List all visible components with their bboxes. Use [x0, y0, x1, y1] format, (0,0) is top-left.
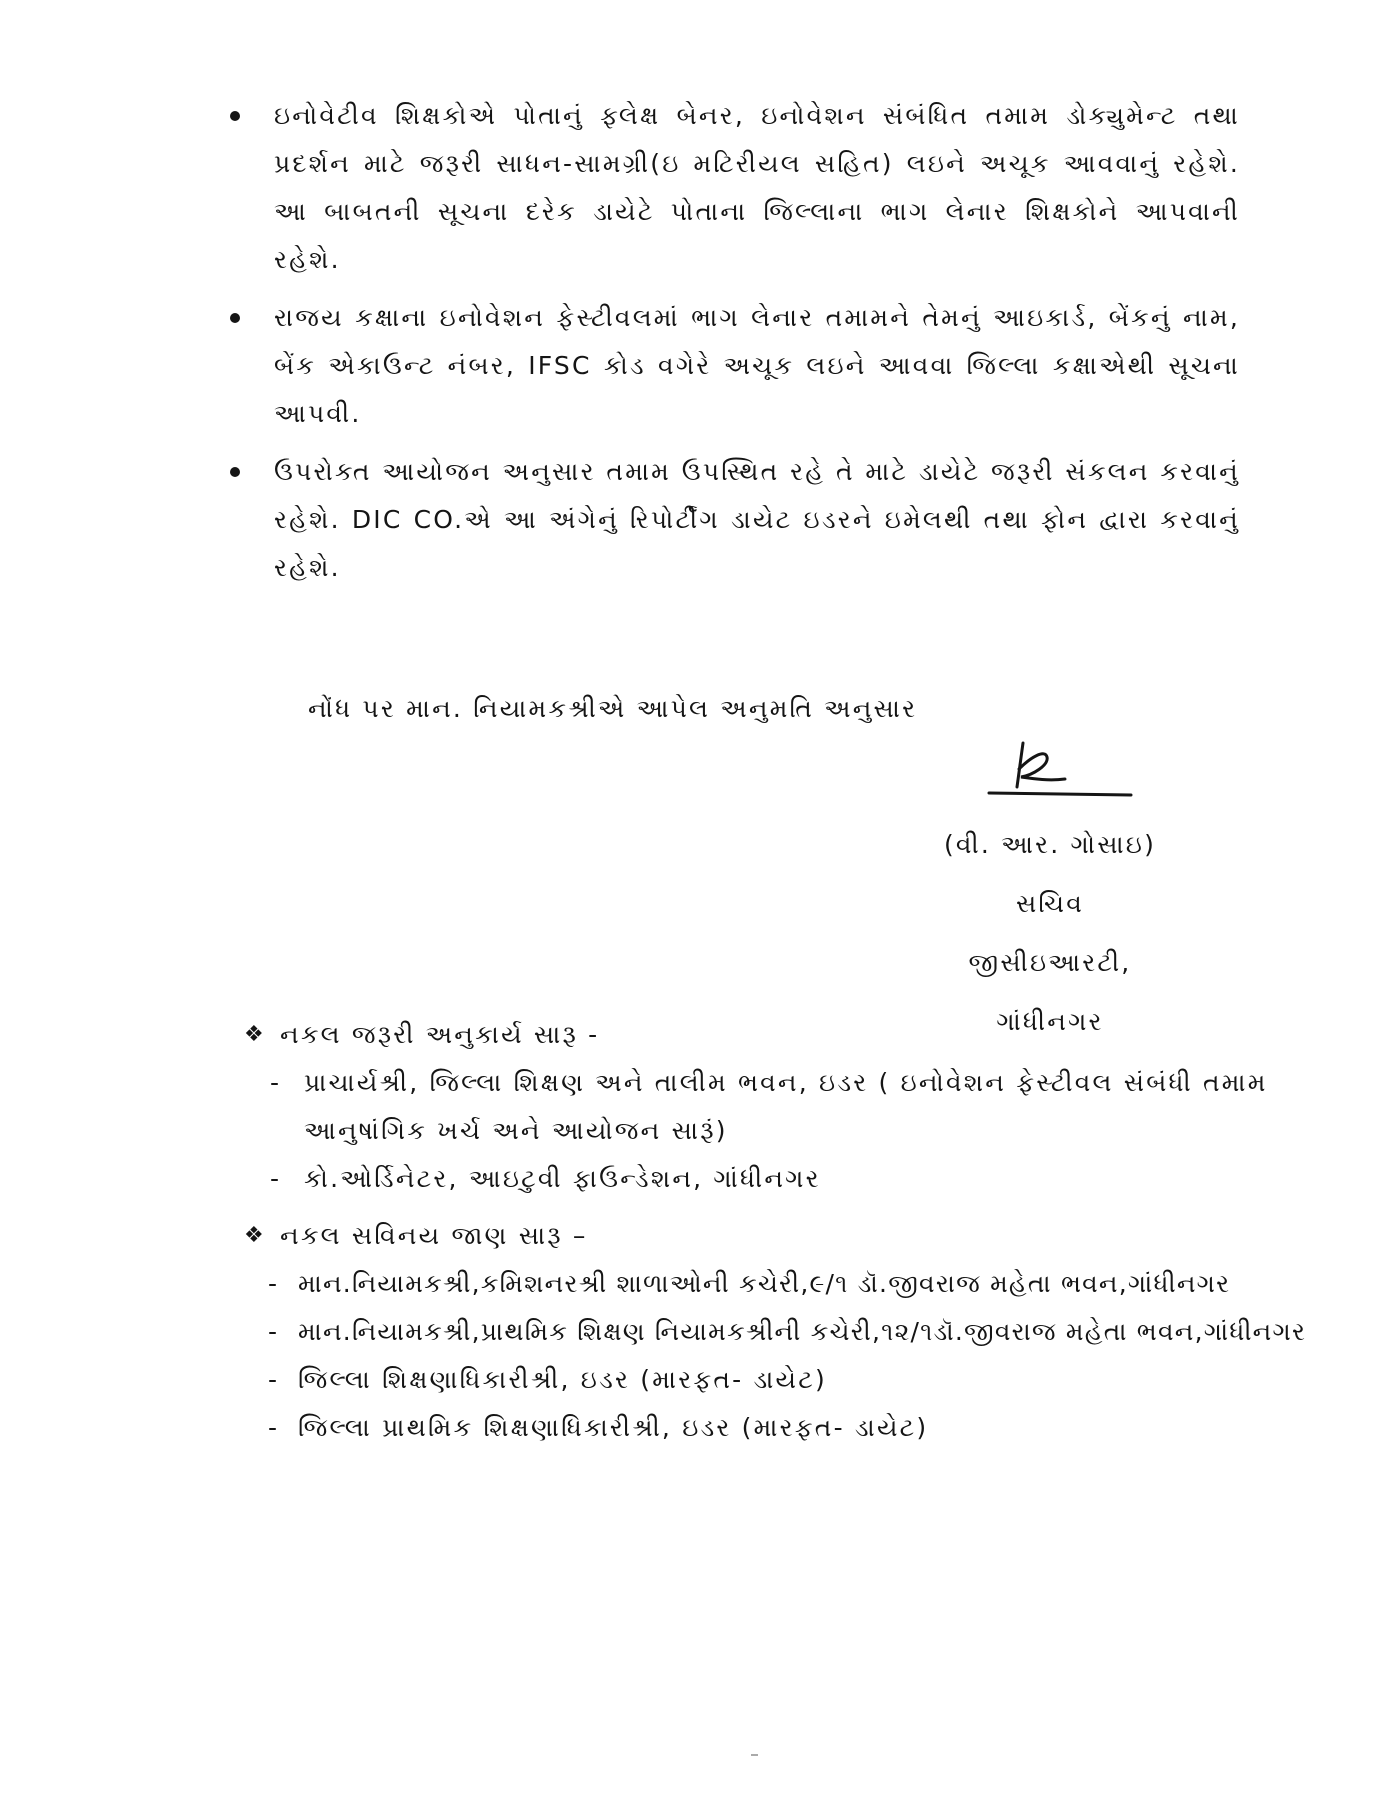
copy-necessary-section	[244, 1011, 1374, 1203]
list-item	[244, 1356, 1374, 1404]
signature	[975, 735, 1135, 805]
diamond-bullet-icon: ❖	[244, 1223, 266, 1248]
list-item	[244, 1059, 1374, 1155]
list-item-text: કો.ઓર્ડિનેટર, આઇટુવી ફાઉન્ડેશન, ગાંધીનગર	[304, 1164, 821, 1193]
dash-bullet-icon: -	[268, 1269, 279, 1298]
instruction-item	[228, 294, 1240, 438]
instruction-item	[228, 92, 1240, 284]
list-item-text: જિલ્લા પ્રાથમિક શિક્ષણાધિકારીશ્રી, ઇડર (મારફત- ડાયેટ)	[298, 1413, 929, 1442]
dash-bullet-icon: -	[268, 1317, 279, 1346]
bullet-icon	[230, 467, 240, 477]
bullet-icon	[230, 111, 240, 121]
list-item-text: માન.નિયામકશ્રી,કમિશનરશ્રી શાળાઓની કચેરી,૯/૧ ડૉ.જીવરાજ મહેતા ભવન,ગાંધીનગર	[298, 1269, 1231, 1298]
instruction-text: ઇનોવેટીવ શિક્ષકોએ પોતાનું ફ્લેક્ષ બેનર, ઇનોવેશન સંબંધિત તમામ ડોક્યુમેન્ટ તથા પ્રદર્શન માટે જરૂરી સાધન-સામગ્રી(ઇ મટિરીયલ સહિત) લઇને અચૂક આવવાનું રહેશે. આ બાબતની સૂચના દરેક ડાયેટે પોતાના જિલ્લાના ભાગ લેનાર શિક્ષકોને આપવાની રહેશે.	[274, 101, 1240, 274]
list-item	[244, 1260, 1374, 1308]
dash-bullet-icon: -	[270, 1068, 282, 1097]
list-item	[244, 1308, 1374, 1356]
signatory-city: ગાંધીનગર	[996, 1007, 1104, 1036]
signatory-designation: સચિવ	[1015, 889, 1085, 918]
page-mark	[751, 1754, 758, 1756]
signatory-name: (વી. આર. ગોસાઇ)	[943, 830, 1157, 859]
instruction-text: ઉપરોક્ત આયોજન અનુસાર તમામ ઉપસ્થિત રહે તે માટે ડાયેટે જરૂરી સંકલન કરવાનું રહેશે. DIC CO.એ આ અંગેનું રિપોર્ટીંગ ડાયેટ ઇડરને ઇમેલથી તથા ફોન દ્વારા કરવાનું રહેશે.	[274, 457, 1240, 582]
copy-info-heading	[244, 1212, 1374, 1260]
list-item	[244, 1404, 1374, 1452]
copy-info-section	[244, 1212, 1374, 1452]
dash-bullet-icon: -	[270, 1164, 282, 1193]
list-item	[244, 1155, 1374, 1203]
list-item-text: માન.નિયામકશ્રી,પ્રાથમિક શિક્ષણ નિયામકશ્રીની કચેરી,૧૨/૧ડૉ.જીવરાજ મહેતા ભવન,ગાંધીનગર	[298, 1317, 1307, 1346]
instruction-list	[228, 92, 1240, 602]
list-item-text: પ્રાચાર્યશ્રી, જિલ્લા શિક્ષણ અને તાલીમ ભવન, ઇડર ( ઇનોવેશન ફેસ્ટીવલ સંબંધી તમામ આનુષાંગિક ખર્ચ અને આયોજન સારૂં)	[304, 1068, 1268, 1145]
copy-info-list	[244, 1260, 1374, 1452]
bullet-icon	[230, 313, 240, 323]
instruction-text: રાજય કક્ષાના ઇનોવેશન ફેસ્ટીવલમાં ભાગ લેનાર તમામને તેમનું આઇકાર્ડ, બેંકનું નામ, બેંક એકાઉન્ટ નંબર, IFSC કોડ વગેરે અચૂક લઇને આવવા જિલ્લા કક્ષાએથી સૂચના આપવી.	[274, 303, 1240, 428]
copy-necessary-heading-text: નકલ જરૂરી અનુકાર્ય સારૂ -	[280, 1020, 600, 1049]
dash-bullet-icon: -	[268, 1413, 280, 1442]
signatory-organization: જીસીઇઆરટી,	[968, 948, 1132, 977]
copy-necessary-list	[244, 1059, 1374, 1203]
list-item-text: જિલ્લા શિક્ષણાધિકારીશ્રી, ઇડર (મારફત- ડાયેટ)	[298, 1365, 827, 1394]
diamond-bullet-icon: ❖	[244, 1022, 266, 1047]
instruction-item	[228, 448, 1240, 592]
copy-info-heading-text: નકલ સવિનય જાણ સારૂ –	[280, 1221, 588, 1250]
approval-note: નોંધ પર માન. નિયામકશ્રીએ આપેલ અનુમતિ અનુસાર	[308, 694, 918, 723]
copy-necessary-heading	[244, 1011, 1374, 1059]
dash-bullet-icon: -	[268, 1365, 280, 1394]
